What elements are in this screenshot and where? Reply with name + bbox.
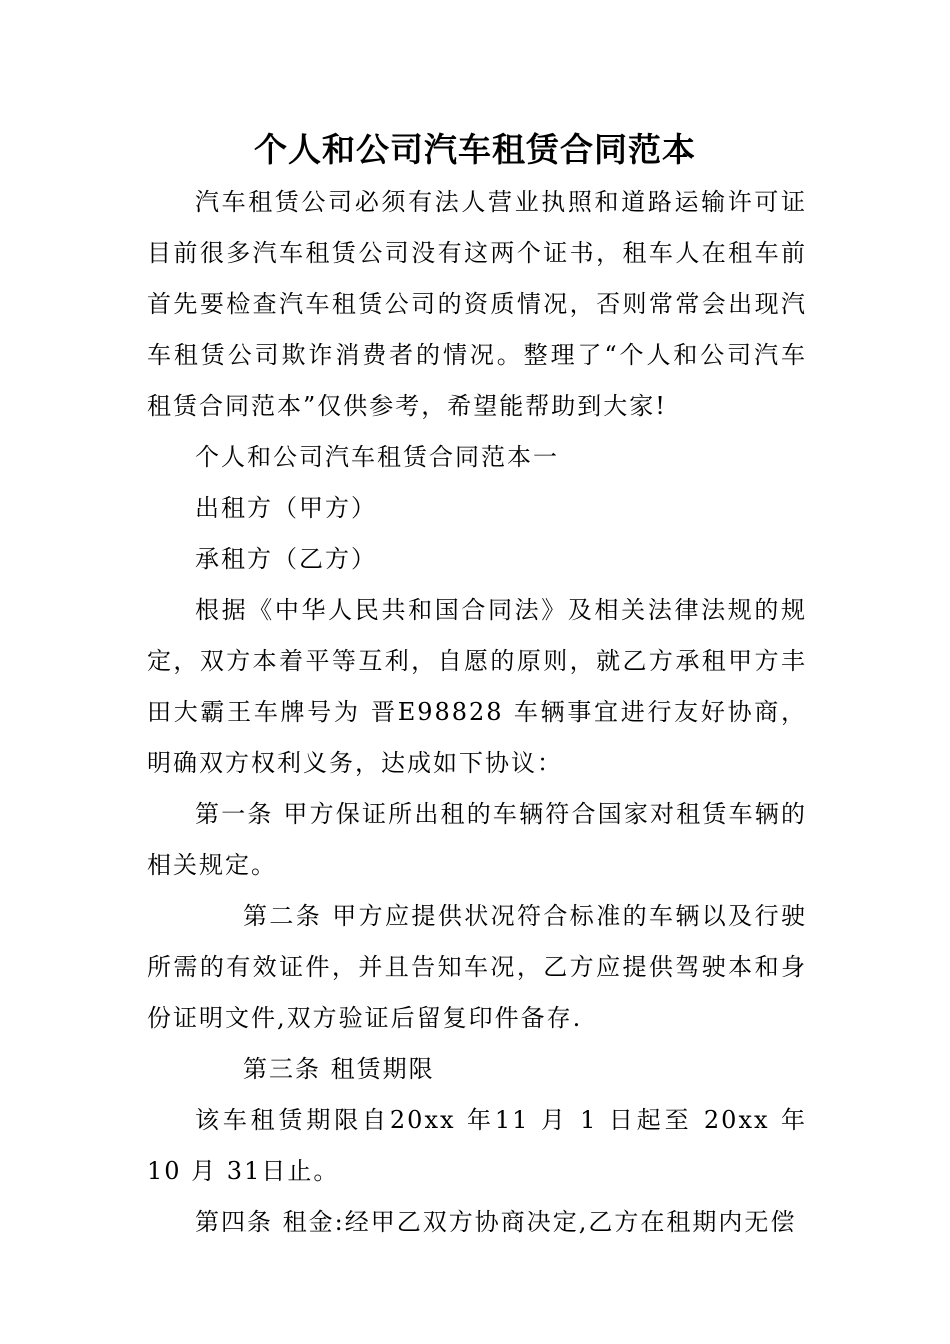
- article-2: 第二条 甲方应提供状况符合标准的车辆以及行驶所需的有效证件，并且告知车况，乙方应提供驾驶本和身份证明文件,双方验证后留复印件备存.: [147, 902, 807, 1032]
- preamble-paragraph: 根据《中华人民共和国合同法》及相关法律法规的规定，双方本着平等互利，自愿的原则，就乙方承租甲方丰田大霸王车牌号为 晋E98828 车辆事宜进行友好协商，明确双方权利义务，达成如下协议：: [147, 596, 807, 777]
- document-body: [147, 177, 807, 1248]
- document-title: 个人和公司汽车租赁合同范本: [254, 130, 696, 169]
- article-4: 第四条 租金:经甲乙双方协商决定,乙方在租期内无偿: [195, 1208, 797, 1236]
- party-a-line: 出租方（甲方）: [195, 494, 377, 522]
- contract-subtitle: 个人和公司汽车租赁合同范本一: [195, 443, 559, 471]
- lease-term-paragraph: 该车租赁期限自20xx 年11 月 1 日起至 20xx 年 10 月 31日止。: [147, 1106, 807, 1185]
- party-b-line: 承租方（乙方）: [195, 545, 377, 573]
- article-1: 第一条 甲方保证所出租的车辆符合国家对租赁车辆的相关规定。: [147, 800, 807, 879]
- article-3-heading: 第三条 租赁期限: [243, 1055, 435, 1083]
- intro-paragraph: 汽车租赁公司必须有法人营业执照和道路运输许可证目前很多汽车租赁公司没有这两个证书，租车人在租车前首先要检查汽车租赁公司的资质情况，否则常常会出现汽车租赁公司欺诈消费者的情况。整理了“个人和公司汽车租赁合同范本”仅供参考，希望能帮助到大家!: [147, 188, 807, 420]
